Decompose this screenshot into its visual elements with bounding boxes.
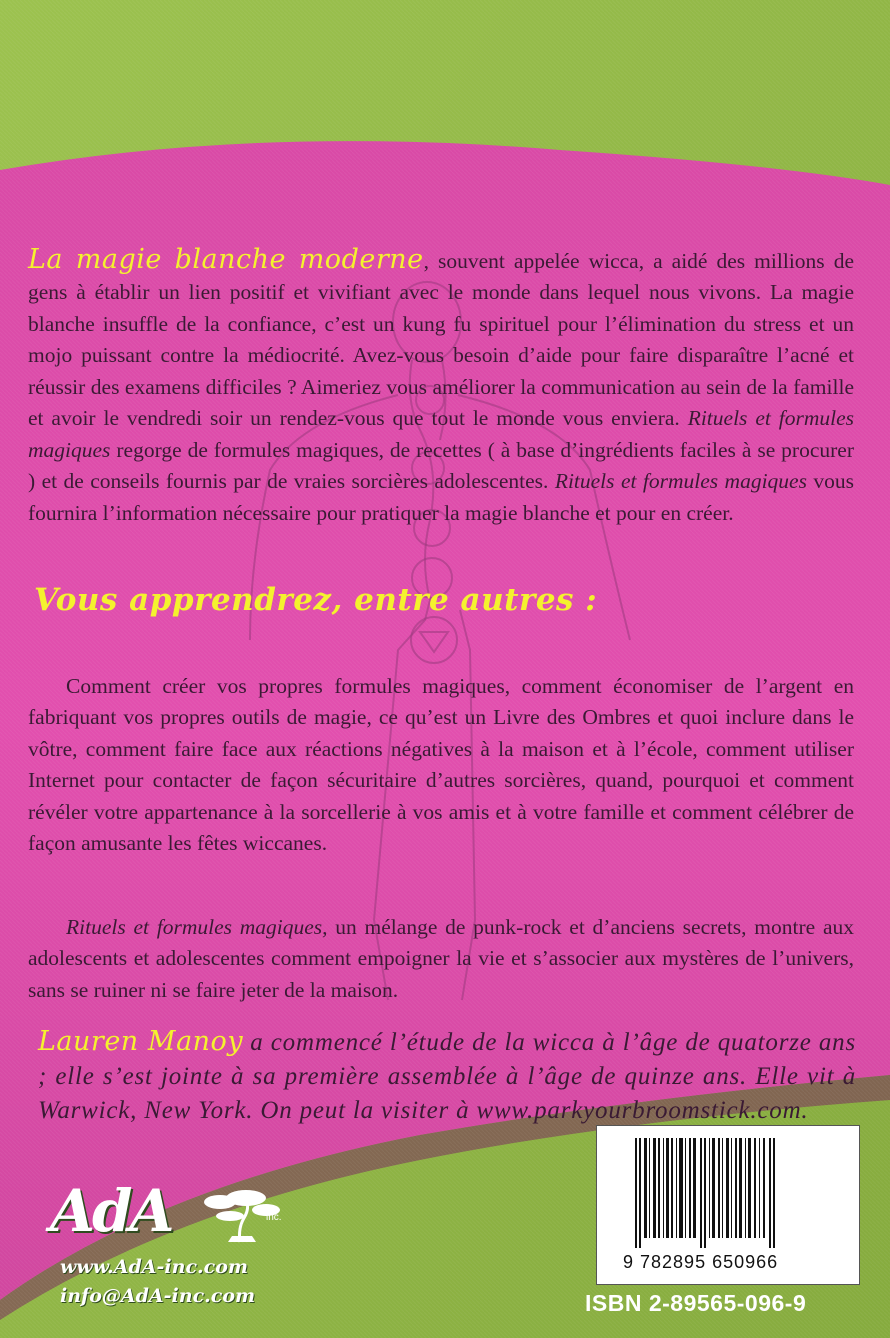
intro-paragraph (28, 244, 854, 530)
book-title-italic: Rituels et formules magiques (28, 406, 854, 462)
learn-paragraph: Comment créer vos propres formules magiques, comment économiser de l’argent en fabriquant vos propres outils de magie, ce qu’est un Livre des Ombres et quoi inclure dans le vôtre, comment faire face aux réactions négatives à la maison et à l’école, comment utiliser Internet pour contacter de façon sécuritaire d’autres sorcières, quand, pourquoi et comment révéler votre appartenance à la sorcellerie à vos amis et à votre famille et comment célébrer de façon amusante les fêtes wiccanes. (28, 673, 854, 855)
isbn-label: ISBN 2-89565-096-9 (585, 1290, 807, 1316)
intro-text-3: vous fournira l’information nécessaire pour pratiquer la magie blanche et pour en créer. (28, 469, 854, 525)
intro-lead-title: La magie blanche moderne (28, 243, 424, 275)
intro-text-1: , souvent appelée wicca, a aidé des millions de gens à établir un lien positif et vivifiant avec le monde dans lequel nous vivons. La magie blanche insuffle de la confiance, c’est un kung fu spirituel pour l’élimination du stress et un mojo puissant contre la médiocrité. Avez-vous besoin d’aide pour faire disparaître l’acné et réussir des examens difficiles ? Aimeriez vous améliorer la communication au sein de la famille et avoir le vendredi soir un rendez-vous que tout le monde vous enviera. (28, 248, 854, 430)
publisher-logo-suffix: inc. (266, 1212, 282, 1223)
publisher-logo (50, 1177, 282, 1250)
author-bio (38, 1025, 856, 1128)
barcode-icon (635, 1138, 775, 1248)
intro-text-2: regorge de formules magiques, de recettes ( à base d’ingrédients faciles à se procurer ) et de conseils fournis par de vraies sorcières adolescentes. (28, 437, 854, 493)
barcode-panel (596, 1125, 860, 1285)
section-heading: Vous apprendrez, entre autres : (34, 582, 598, 618)
closing-text: un mélange de punk-rock et d’anciens secrets, montre aux adolescents et adolescentes comment empoigner la vie et s’associer aux mystères de l’univers, sans se ruiner ni se faire jeter de la maison. (28, 914, 855, 1002)
book-title-italic: Rituels et formules magiques (554, 469, 807, 493)
author-name: Lauren Manoy (38, 1026, 244, 1057)
publisher-website: www.AdA-inc.com (60, 1256, 248, 1278)
barcode-digits: 9 782895 650966 (623, 1252, 779, 1272)
closing-paragraph (28, 912, 854, 1007)
author-bio-text: a commencé l’étude de la wicca à l’âge de quatorze ans ; elle s’est jointe à sa première assemblée à l’âge de quinze ans. Elle vit à Warwick, New York. On peut la visiter à www.parkyourbroomstick.com. (38, 1029, 856, 1124)
publisher-logo-text: AdA (50, 1177, 172, 1245)
publisher-email: info@AdA-inc.com (60, 1285, 256, 1307)
book-title-italic: Rituels et formules magiques, (66, 914, 328, 939)
